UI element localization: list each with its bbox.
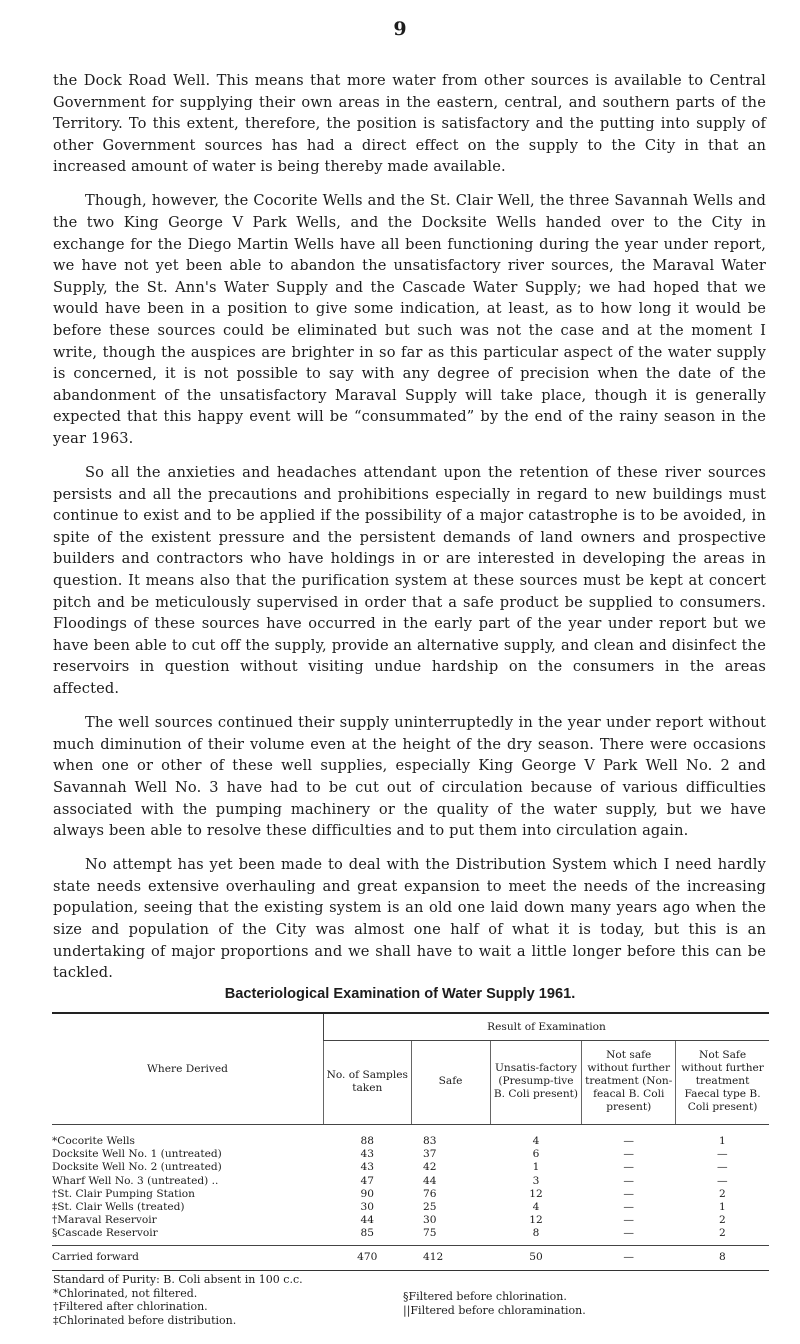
footnotes-left [53,1273,383,1327]
cell-faecal: — [717,1161,728,1174]
cell-samples: 47 [360,1174,374,1187]
cell-non-faecal: — [623,1214,635,1227]
paragraph-2: Though, however, the Cocorite Wells and the St. Clair Well, the three Savannah Wells and the two King George V Park Wells, and the Docksite Wells handed over to the City in exchange for the Diego Martin Wells have all been functioning during the year under report, we have not yet been able to abandon the unsatisfactory river sources, the Maraval Water Supply, the St. Ann's Water Supply and the Cascade Water Supply; we had hoped that we would have been in a position to give some indication, at least, as to how long it would be before these sources could be eliminated but such was not the case and at the moment I write, though the auspices are brighter in so far as this particular aspect of the water supply is concerned, it is not possible to say with any degree of precision when the date of the abandonment of the unsatisfactory Maraval Supply will take place, though it is generally expected that this happy event will be “consummated” by the end of the rainy season in the year 1963. [53,192,766,447]
cell-samples: 90 [360,1187,374,1200]
cell-faecal: — [717,1174,728,1187]
cell-unsatisfactory: 6 [532,1148,540,1161]
row-source: †St. Clair Pumping Station [52,1187,195,1200]
cell-safe: 25 [423,1201,437,1214]
footnotes-right [403,1290,753,1317]
body-text [53,70,766,996]
cell-safe: 42 [423,1161,437,1174]
row-source: Docksite Well No. 1 (untreated) [52,1148,222,1161]
cell-unsatisfactory: 8 [532,1227,540,1240]
table-row [52,1227,769,1240]
cell-non-faecal: — [623,1135,635,1148]
cell-faecal: — [717,1148,728,1161]
cell-faecal: 1 [718,1201,726,1214]
cell-samples: 88 [360,1135,374,1148]
table-row [52,1214,769,1227]
table-row [52,1188,769,1201]
row-source: *Cocorite Wells [52,1135,135,1148]
cell-faecal: 1 [718,1135,726,1148]
cell-faecal: 2 [718,1227,726,1240]
cell-non-faecal: — [623,1161,635,1174]
cell-unsatisfactory: 4 [532,1135,540,1148]
total-unsatisfactory: 50 [490,1245,582,1270]
header-safe: Safe [411,1041,490,1125]
row-source: §Cascade Reservoir [52,1227,158,1240]
cell-unsatisfactory: 12 [529,1214,543,1227]
cell-samples: 43 [360,1148,374,1161]
cell-faecal: 2 [718,1214,726,1227]
cell-safe: 83 [423,1135,437,1148]
footnote-filtered-before-chlorination: §Filtered before chlorination. [403,1290,567,1303]
total-faecal: 8 [676,1245,769,1270]
header-samples: No. of Samples taken [324,1041,412,1125]
table-row [52,1125,769,1149]
header-where-derived: Where Derived [52,1013,324,1125]
cell-non-faecal: — [623,1187,635,1200]
footnote-filtered-before-chloramination: ||Filtered before chloramination. [403,1303,586,1317]
cell-samples: 44 [360,1214,374,1227]
cell-non-faecal: — [623,1174,635,1187]
purity-standard: Standard of Purity: B. Coli absent in 100 c.c. [53,1273,303,1286]
paragraph-3: So all the anxieties and headaches attendant upon the retention of these river sources persists and all the precautions and prohibitions especially in regard to new buildings must continue to exist and to be applied if the possibility of a major catastrophe is to be avoided, in spite of the existent pressure and the persistent demands of land owners and prospective builders and contractors who have holdings in or are interested in developing the areas in question. It means also that the purification system at these sources must be kept at concert pitch and be meticulously supervised in order that a safe product be supplied to consumers. Floodings of these sources have occurred in the early part of the year under report but we have been able to cut off the supply, provide an alternative supply, and clean and disinfect the reservoirs in question without visiting undue hardship on the consumers in the areas affected. [53,464,766,698]
table-title: Bacteriological Examination of Water Supply 1961. [224,986,576,1002]
cell-samples: 43 [360,1161,374,1174]
cell-non-faecal: — [623,1201,635,1214]
paragraph-4: The well sources continued their supply uninterruptedly in the year under report without much diminution of their volume even at the height of the dry season. There were occasions when one or other of these well supplies, especially King George V Park Well No. 2 and Savannah Well No. 3 have had to be cut out of circulation because of various difficulties associated with the pumping machinery or the quality of the water supply, but we have always been able to resolve these difficulties and to put them into circulation again. [53,714,766,840]
bacteriological-table [52,1012,769,1271]
header-unsatisfactory: Unsatis-factory (Presump-tive B. Coli present) [490,1041,582,1125]
header-non-faecal: Not safe without further treatment (Non-feacal B. Coli present) [582,1041,676,1125]
row-source: †Maraval Reservoir [52,1214,157,1227]
page-number: 9 [393,18,407,40]
row-source: Docksite Well No. 2 (untreated) [52,1161,222,1174]
table-row [52,1201,769,1214]
cell-unsatisfactory: 3 [532,1174,540,1187]
total-non-faecal: — [582,1245,676,1270]
cell-safe: 76 [423,1187,437,1200]
cell-samples: 85 [360,1227,374,1240]
cell-safe: 44 [423,1174,437,1187]
cell-samples: 30 [360,1201,374,1214]
cell-unsatisfactory: 4 [532,1201,540,1214]
cell-non-faecal: — [623,1148,635,1161]
row-source: ‡St. Clair Wells (treated) [52,1201,185,1214]
paragraph-1: the Dock Road Well. This means that more water from other sources is available to Central Government for supplying their own areas in the eastern, central, and southern parts of the Territory. To this extent, therefore, the position is satisfactory and the putting into supply of other Government sources has had a direct effect on the supply to the City in that an increased amount of water is being thereby made available. [53,72,766,176]
cell-safe: 37 [423,1148,437,1161]
cell-non-faecal: — [623,1227,635,1240]
cell-unsatisfactory: 12 [529,1187,543,1200]
table-row [52,1148,769,1161]
cell-safe: 30 [423,1214,437,1227]
footnote-chlorinated: *Chlorinated, not filtered. [53,1286,198,1300]
table-row [52,1161,769,1174]
footnote-chlorinated-before: ‡Chlorinated before distribution. [53,1313,237,1327]
footnote-filtered-after: †Filtered after chlorination. [53,1300,208,1314]
table-row [52,1175,769,1188]
total-samples: 470 [324,1245,412,1270]
cell-safe: 75 [423,1227,437,1240]
total-safe: 412 [411,1245,490,1270]
table-total-row [52,1245,769,1270]
cell-unsatisfactory: 1 [532,1161,540,1174]
row-source: Wharf Well No. 3 (untreated) .. [52,1174,219,1187]
cell-faecal: 2 [718,1187,726,1200]
header-faecal: Not Safe without further treatment Faecal type B. Coli present) [676,1041,769,1125]
paragraph-5: No attempt has yet been made to deal with the Distribution System which I need hardly state needs extensive overhauling and great expansion to meet the needs of the increasing population, seeing that the existing system is an old one laid down many years ago when the size and population of the City was almost one half of what it is today, but this is an undertaking of major proportions and we shall have to wait a little longer before this can be tackled. [53,856,766,982]
total-label: Carried forward [52,1245,324,1270]
header-result: Result of Examination [324,1013,770,1041]
